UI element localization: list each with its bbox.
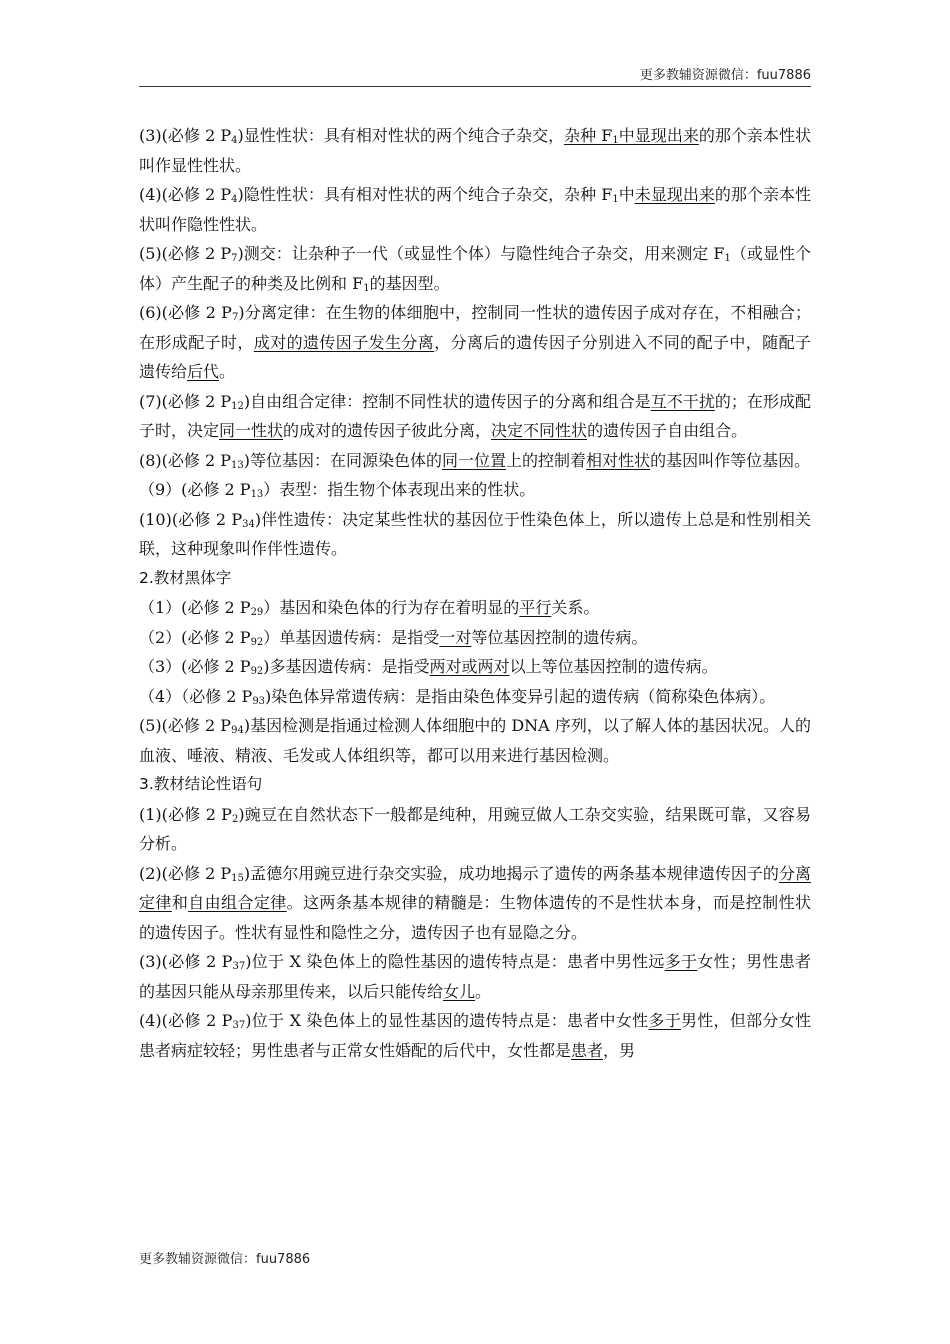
document-body [139,121,811,1065]
underlined-term: 一对 [439,627,472,647]
bold-item-1: （1）(必修 2 $P_{29}$）基因和染色体的行为存在着明显的平行关系。 [139,598,600,618]
paragraph-4: (4)(必修 2 $P_4$)隐性性状：具有相对性状的两个纯合子杂交，杂种 $F_1$中未显现出来的那个亲本性状叫作隐性性状。 [139,185,811,234]
underlined-term: 同一位置 [442,450,507,470]
paragraph-9: （9）(必修 2 $P_{13}$）表型：指生物个体表现出来的性状。 [139,480,536,500]
underlined-term: 分离定律 [139,863,811,912]
paragraph-8: (8)(必修 2 $P_{13}$)等位基因：在同源染色体的同一位置上的控制着相对性状的基因叫作等位基因。 [139,450,811,471]
bold-item-3: （3）(必修 2 $P_{92}$)多基因遗传病：是指受两对或两对以上等位基因控制的遗传病。 [139,657,718,677]
underlined-term: 两对或两对 [429,657,510,676]
conclusion-item-4: (4)(必修 2 $P_{37}$)位于 X 染色体上的显性基因的遗传特点是：患者中女性多于男性，但部分女性患者病症较轻；男性患者与正常女性婚配的后代中，女性都是患者，男 [139,1011,811,1060]
underlined-term: 杂种 $F_1$中显现出来 [564,126,699,146]
underlined-term: 同一性状 [219,421,284,440]
underlined-term: 成对的遗传因子发生分离 [253,332,435,352]
section-heading-2: 2.教材黑体字 [139,568,232,587]
paragraph-6: (6)(必修 2 $P_7$)分离定律：在生物的体细胞中，控制同一性状的遗传因子成对存在，不相融合；在形成配子时，成对的遗传因子发生分离，分离后的遗传因子分别进入不同的配子中，随配子遗传给后代。 [139,303,811,381]
conclusion-item-3: (3)(必修 2 $P_{37}$)位于 X 染色体上的隐性基因的遗传特点是：患者中男性远多于女性；男性患者的基因只能从母亲那里传来，以后只能传给女儿。 [139,952,811,1001]
underlined-term: 互不干扰 [650,391,715,411]
underlined-term: 患者 [571,1040,604,1060]
bold-item-2: （2）(必修 2 $P_{92}$）单基因遗传病：是指受一对等位基因控制的遗传病。 [139,627,648,648]
paragraph-5: (5)(必修 2 $P_7$)测交：让杂种子一代（或显性个体）与隐性纯合子杂交，用来测定 $F_1$（或显性个体）产生配子的种类及比例和 $F_1$的基因型。 [139,244,811,294]
paragraph-3: (3)(必修 2 $P_4$)显性性状：具有相对性状的两个纯合子杂交，杂种 $F_1$中显现出来的那个亲本性状叫作显性性状。 [139,126,811,175]
underlined-term: 决定不同性状 [491,421,588,440]
underlined-term: 未显现出来 [634,185,715,204]
paragraph-10: (10)(必修 2 $P_{34}$)伴性遗传：决定某些性状的基因位于性染色体上，所以遗传上总是和性别相关联，这种现象叫作伴性遗传。 [139,509,811,558]
bold-item-4: （4）（必修 2 $P_{93}$)染色体异常遗传病：是指由染色体变异引起的遗传病（简称染色体病）。 [139,686,776,707]
header-divider [139,86,811,87]
paragraph-7: (7)(必修 2 $P_{12}$)自由组合定律：控制不同性状的遗传因子的分离和组合是互不干扰的；在形成配子时，决定同一性状的成对的遗传因子彼此分离，决定不同性状的遗传因子自由组合。 [139,391,811,440]
bold-item-5: (5)(必修 2 $P_{94}$)基因检测是指通过检测人体细胞中的 DNA 序列，以了解人体的基因状况。人的血液、唾液、精液、毛发或人体组织等，都可以用来进行基因检测。 [139,716,811,765]
underlined-term: 多于 [648,1011,681,1030]
underlined-term: 多于 [664,952,698,971]
underlined-term: 后代 [187,362,220,381]
underlined-term: 平行 [519,598,552,617]
section-heading-3: 3.教材结论性语句 [139,775,263,793]
page-header: 更多教辅资源微信：fuu7886 [639,68,811,83]
conclusion-item-2: (2)(必修 2 $P_{15}$)孟德尔用豌豆进行杂交实验，成功地揭示了遗传的两条基本规律遗传因子的分离定律和自由组合定律。这两条基本规律的精髓是：生物体遗传的不是性状本身，而是控制性状的遗传因子。性状有显性和隐性之分，遗传因子也有显隐之分。 [139,863,811,942]
underlined-term: 女儿 [443,981,476,1001]
underlined-term: 自由组合定律 [188,893,287,912]
page-footer: 更多教辅资源微信：fuu7886 [139,1252,311,1267]
conclusion-item-1: (1)(必修 2 $P_2$)豌豆在自然状态下一般都是纯种，用豌豆做人工杂交实验，结果既可靠，又容易分析。 [139,804,811,853]
underlined-term: 相对性状 [586,450,651,470]
